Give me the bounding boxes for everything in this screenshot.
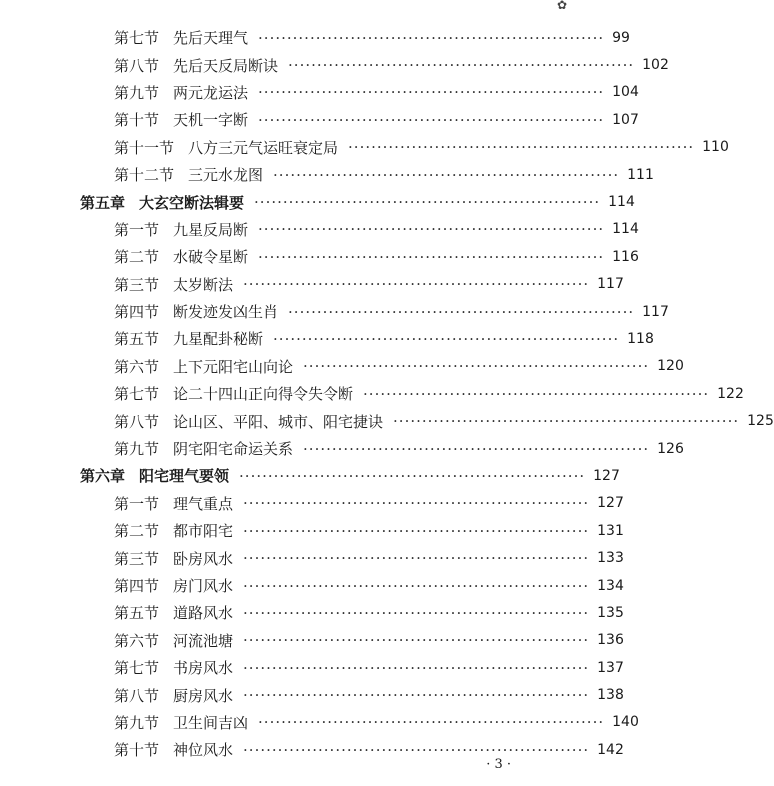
section-number: 第八节 (114, 56, 160, 75)
section-number: 第十一节 (114, 138, 175, 157)
page-ref: 99 (612, 29, 630, 46)
page-ref: 116 (612, 248, 639, 265)
section-title: 两元龙运法 (173, 83, 249, 102)
toc-section-row (0, 380, 744, 407)
page-ref: 142 (597, 741, 624, 758)
toc-section-row (0, 544, 624, 571)
toc-section-row (0, 517, 624, 544)
toc-section-row (0, 51, 669, 78)
page-ref: 118 (627, 330, 654, 347)
section-title: 三元水龙图 (188, 166, 264, 185)
page-ref: 127 (597, 495, 624, 512)
dot-leader: ···························································· (243, 631, 590, 650)
section-title: 太岁断法 (173, 275, 234, 294)
section-title: 上下元阳宅山向论 (173, 357, 294, 376)
page-ref: 137 (597, 659, 624, 676)
toc-section-row (0, 627, 624, 654)
toc-chapter-row (0, 188, 635, 215)
section-number: 第七节 (114, 659, 160, 678)
section-title: 都市阳宅 (173, 522, 234, 541)
page-ref: 110 (702, 139, 729, 156)
toc-section-row (0, 216, 639, 243)
section-number: 第一节 (114, 220, 160, 239)
section-number: 第十二节 (114, 166, 175, 185)
toc-chapter-row (0, 462, 620, 489)
page-ref: 120 (657, 358, 684, 375)
dot-leader: ···························································· (243, 686, 590, 705)
dot-leader: ···························································· (243, 576, 590, 595)
toc-section-row (0, 325, 654, 352)
dot-leader: ···························································· (303, 439, 650, 458)
dot-leader: ···························································· (363, 384, 710, 403)
section-title: 河流池塘 (173, 631, 234, 650)
dot-leader: ···························································· (348, 138, 695, 157)
toc-section-row (0, 24, 630, 51)
section-number: 第九节 (114, 440, 160, 459)
section-number: 第三节 (114, 275, 160, 294)
toc-section-row (0, 407, 774, 434)
chapter-number: 第五章 (80, 193, 126, 212)
dot-leader: ···························································· (243, 549, 590, 568)
page-ref: 133 (597, 550, 624, 567)
dot-leader: ···························································· (303, 357, 650, 376)
chapter-title: 阳宅理气要领 (139, 467, 230, 486)
section-number: 第六节 (114, 631, 160, 650)
section-number: 第四节 (114, 577, 160, 595)
section-title: 卫生间吉凶 (173, 713, 249, 732)
section-title: 厨房风水 (173, 686, 234, 705)
dot-leader: ···························································· (243, 740, 590, 759)
section-title: 阴宅阳宅命运关系 (173, 440, 294, 459)
dot-leader: ···························································· (393, 412, 740, 431)
toc-section-row (0, 709, 639, 736)
section-number: 第五节 (114, 604, 160, 623)
section-title: 房门风水 (173, 577, 234, 595)
toc-section-row (0, 353, 684, 380)
toc-section-row (0, 271, 624, 298)
section-title: 先后天反局断诀 (173, 56, 279, 75)
section-number: 第十节 (114, 741, 160, 760)
dot-leader: ···························································· (258, 83, 605, 102)
toc-section-row (0, 106, 639, 133)
section-title: 先后天理气 (173, 29, 249, 48)
dot-leader: ···························································· (258, 110, 605, 129)
section-number: 第五节 (114, 330, 160, 349)
section-number: 第八节 (114, 412, 160, 431)
section-title: 论二十四山正向得令失令断 (173, 385, 354, 404)
chapter-number: 第六章 (80, 467, 126, 486)
dot-leader: ···························································· (258, 247, 605, 266)
corner-ornament: ✿ (556, 0, 567, 12)
section-title: 卧房风水 (173, 549, 234, 568)
section-number: 第四节 (114, 303, 160, 322)
section-title: 断发迹发凶生肖 (173, 303, 279, 322)
page-ref: 138 (597, 687, 624, 704)
page-ref: 134 (597, 577, 624, 594)
page-ref: 126 (657, 440, 684, 457)
page-ref: 136 (597, 632, 624, 649)
page-ref: 111 (627, 166, 654, 183)
page-ref: 140 (612, 714, 639, 731)
toc-section-row (0, 243, 639, 270)
page-ref: 107 (612, 111, 639, 128)
section-number: 第八节 (114, 686, 160, 705)
section-title: 神位风水 (173, 741, 234, 760)
section-title: 论山区、平阳、城市、阳宅捷诀 (173, 412, 384, 431)
page-ref: 125 (747, 413, 774, 430)
page-ref: 114 (608, 194, 635, 211)
toc-section-row (0, 490, 624, 517)
toc-section-row (0, 134, 729, 161)
dot-leader: ···························································· (288, 56, 635, 75)
section-number: 第七节 (114, 29, 160, 48)
dot-leader: ···························································· (254, 193, 601, 212)
section-number: 第一节 (114, 494, 160, 513)
section-number: 第九节 (114, 83, 160, 102)
page-ref: 127 (593, 467, 620, 484)
dot-leader: ···························································· (273, 165, 620, 184)
dot-leader: ···························································· (239, 466, 586, 485)
section-title: 八方三元气运旺衰定局 (188, 138, 339, 157)
dot-leader: ···························································· (243, 658, 590, 677)
section-number: 第三节 (114, 549, 160, 568)
chapter-title: 大玄空断法辑要 (139, 193, 245, 212)
dot-leader: ···························································· (243, 494, 590, 513)
section-title: 水破令星断 (173, 248, 249, 267)
section-title: 九星反局断 (173, 220, 249, 239)
section-number: 第七节 (114, 385, 160, 404)
toc-section-row (0, 654, 624, 681)
dot-leader: ···························································· (243, 603, 590, 622)
dot-leader: ···························································· (273, 329, 620, 348)
section-title: 天机一字断 (173, 111, 249, 130)
page-ref: 114 (612, 221, 639, 238)
section-number: 第六节 (114, 357, 160, 376)
page-ref: 117 (642, 303, 669, 320)
dot-leader: ···························································· (258, 713, 605, 732)
dot-leader: ···························································· (243, 521, 590, 540)
page-ref: 117 (597, 276, 624, 293)
toc-section-row (0, 161, 654, 188)
section-title: 书房风水 (173, 659, 234, 678)
page-ref: 131 (597, 522, 624, 539)
toc-section-row (0, 572, 624, 599)
toc-section-row (0, 435, 684, 462)
toc-section-row (0, 298, 669, 325)
page-ref: 135 (597, 604, 624, 621)
dot-leader: ···························································· (258, 28, 605, 47)
page-ref: 122 (717, 385, 744, 402)
toc-section-row (0, 599, 624, 626)
page-ref: 102 (642, 57, 669, 74)
dot-leader: ···························································· (243, 275, 590, 294)
page-ref: 104 (612, 84, 639, 101)
page-number: · 3 · (486, 757, 511, 772)
toc-section-row (0, 681, 624, 708)
dot-leader: ···························································· (288, 302, 635, 321)
dot-leader: ···························································· (258, 220, 605, 239)
section-number: 第九节 (114, 713, 160, 732)
section-title: 道路风水 (173, 604, 234, 623)
toc-section-row (0, 79, 639, 106)
section-number: 第十节 (114, 111, 160, 130)
table-of-contents (0, 24, 774, 764)
section-number: 第二节 (114, 248, 160, 267)
section-number: 第二节 (114, 522, 160, 541)
section-title: 九星配卦秘断 (173, 330, 264, 349)
section-title: 理气重点 (173, 494, 234, 513)
